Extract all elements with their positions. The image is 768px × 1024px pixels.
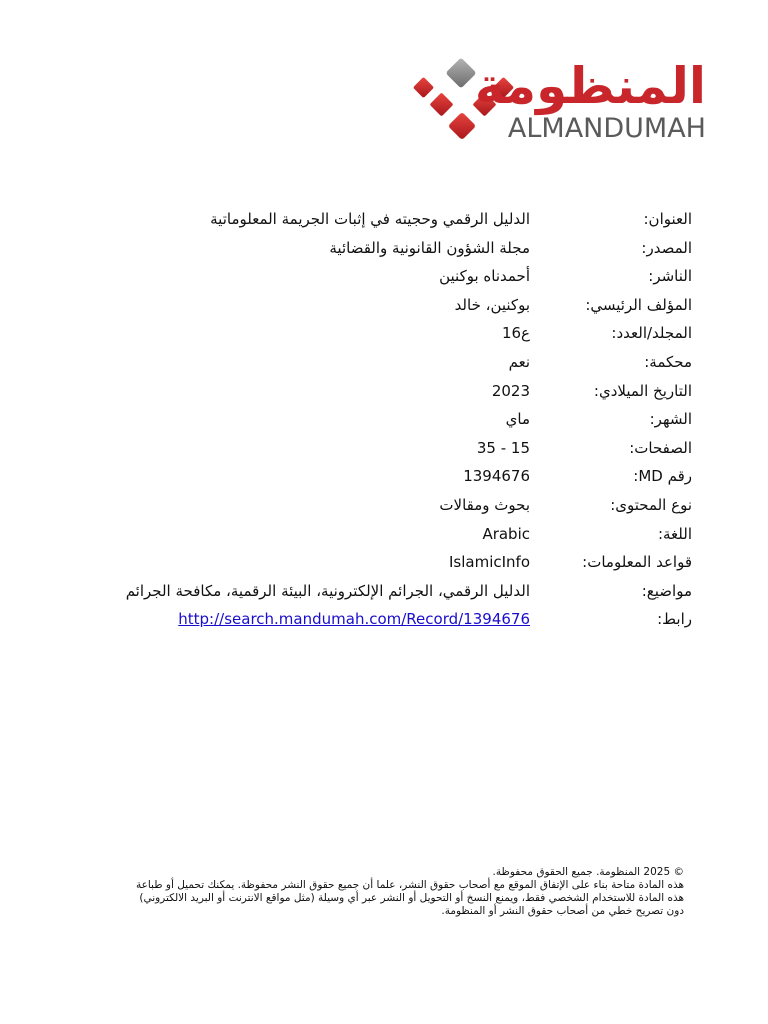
- record-link[interactable]: http://search.mandumah.com/Record/1394676: [178, 610, 530, 629]
- link-label: رابط:: [657, 610, 692, 629]
- row-volume-issue: [60, 319, 692, 348]
- logo-latin-text: ALMANDUMAH: [507, 113, 706, 144]
- footer-copyright-line: © 2025 المنظومة. جميع الحقوق محفوظة.: [492, 866, 684, 878]
- row-databases: [60, 548, 692, 577]
- peer-reviewed-label: محكمة:: [644, 352, 692, 371]
- language-label: اللغة:: [657, 524, 692, 543]
- footer-terms-line-2: هذه المادة للاستخدام الشخصي فقط، ويمنع النسخ أو التحويل أو النشر عبر أي وسيلة (مثل مواقع الانترنت أو البريد الالكتروني): [139, 892, 684, 904]
- row-pages: [60, 434, 692, 463]
- month-value: ماي: [505, 410, 530, 429]
- source-label: المصدر:: [641, 238, 692, 257]
- copyright-footer: [60, 866, 684, 918]
- year-label: التاريخ الميلادي:: [593, 381, 692, 400]
- row-subjects: [60, 577, 692, 606]
- title-label: العنوان:: [643, 210, 692, 228]
- row-peer-reviewed: [60, 348, 692, 377]
- year-value: 2023: [491, 381, 530, 400]
- row-md-number: [60, 462, 692, 491]
- footer-terms-line-1: هذه المادة متاحة بناء على الإتفاق الموقع مع أصحاب حقوق النشر، علما أن جميع حقوق النشر محفوظة. يمكنك تحميل أو طباعة: [135, 879, 684, 891]
- publisher-label: الناشر:: [648, 267, 692, 286]
- row-title: [60, 205, 692, 234]
- subjects-value: الدليل الرقمي، الجرائم الإلكترونية، البيئة الرقمية، مكافحة الجرائم: [125, 581, 530, 600]
- link-value: [60, 605, 530, 633]
- databases-label: قواعد المعلومات:: [582, 553, 692, 572]
- row-source: [60, 234, 692, 263]
- row-link: [60, 605, 692, 634]
- subjects-label: مواضيع:: [641, 581, 692, 600]
- row-content-type: [60, 491, 692, 520]
- record-metadata: [60, 205, 692, 634]
- pages-value: 15 - 35: [476, 438, 530, 457]
- source-value: مجلة الشؤون القانونية والقضائية: [329, 238, 530, 257]
- volume-issue-label: المجلد/العدد:: [611, 324, 692, 343]
- author-label: المؤلف الرئيسي:: [585, 295, 692, 314]
- row-year: [60, 377, 692, 406]
- month-label: الشهر:: [649, 410, 692, 429]
- row-language: [60, 520, 692, 549]
- author-value: بوكنين، خالد: [454, 295, 530, 314]
- footer-terms-line-3: دون تصريح خطي من أصحاب حقوق النشر أو المنظومة.: [441, 905, 684, 917]
- volume-issue-value: ع16: [501, 324, 530, 343]
- md-number-value: 1394676: [463, 467, 530, 486]
- row-publisher: [60, 262, 692, 291]
- pages-label: الصفحات:: [629, 438, 692, 457]
- publisher-value: أحمدناه بوكنين: [439, 267, 530, 286]
- row-month: [60, 405, 692, 434]
- logo-arabic-text: المنظومة: [474, 57, 706, 115]
- md-number-label: رقم MD:: [633, 467, 692, 486]
- content-type-label: نوع المحتوى:: [610, 495, 692, 514]
- databases-value: IslamicInfo: [448, 553, 530, 572]
- content-type-value: بحوث ومقالات: [439, 495, 530, 514]
- language-value: Arabic: [482, 524, 530, 543]
- peer-reviewed-value: نعم: [508, 352, 530, 371]
- almandumah-logo: [408, 56, 708, 148]
- title-value: الدليل الرقمي وحجيته في إثبات الجريمة المعلوماتية: [210, 210, 530, 228]
- row-author: [60, 291, 692, 320]
